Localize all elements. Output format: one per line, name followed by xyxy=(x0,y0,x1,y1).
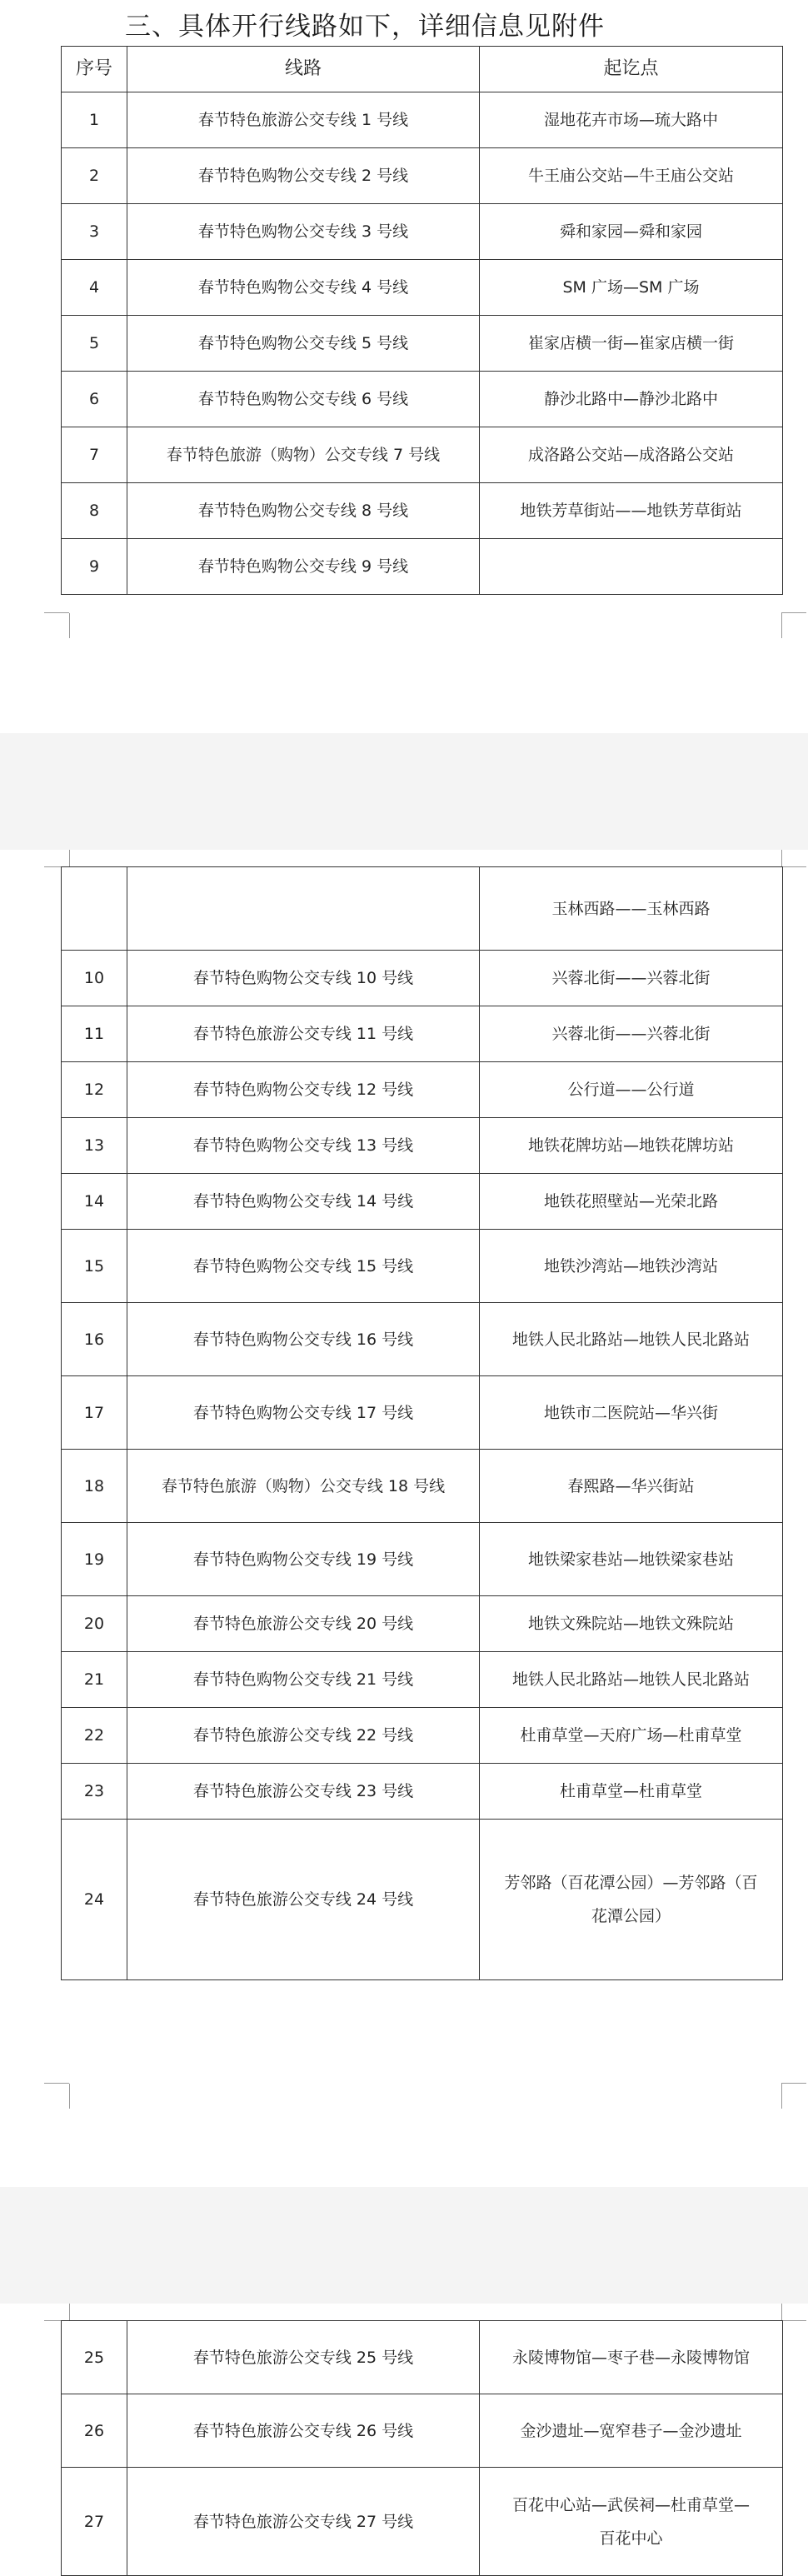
cell-stops: 地铁人民北路站—地铁人民北路站 xyxy=(480,1652,783,1708)
cell-stops: SM 广场—SM 广场 xyxy=(480,260,783,316)
cell-no: 2 xyxy=(62,148,127,204)
table-row xyxy=(62,372,783,427)
cell-stops xyxy=(480,1820,783,1980)
table-row xyxy=(62,1708,783,1764)
cell-route: 春节特色购物公交专线 19 号线 xyxy=(127,1523,480,1596)
cell-no: 10 xyxy=(62,951,127,1006)
cell-stops: 湿地花卉市场—琉大路中 xyxy=(480,92,783,148)
cell-stops: 地铁人民北路站—地铁人民北路站 xyxy=(480,1303,783,1376)
cell-route: 春节特色购物公交专线 15 号线 xyxy=(127,1230,480,1303)
cell-no: 17 xyxy=(62,1376,127,1450)
cell-stops-line: 百花中心 xyxy=(599,2529,663,2548)
document-page-1 xyxy=(0,0,808,733)
table-body-page-1 xyxy=(62,92,783,595)
corner-mark xyxy=(69,2084,95,2109)
cell-stops: 永陵博物馆—枣子巷—永陵博物馆 xyxy=(480,2321,783,2394)
cell-route: 春节特色购物公交专线 14 号线 xyxy=(127,1174,480,1230)
cell-route: 春节特色旅游公交专线 22 号线 xyxy=(127,1708,480,1764)
table-row xyxy=(62,2394,783,2468)
cell-stops: 春熙路—华兴街站 xyxy=(480,1450,783,1523)
cell-no: 1 xyxy=(62,92,127,148)
cell-no: 3 xyxy=(62,204,127,260)
cell-stops: 舜和家园—舜和家园 xyxy=(480,204,783,260)
cell-no: 4 xyxy=(62,260,127,316)
cell-route: 春节特色旅游公交专线 23 号线 xyxy=(127,1764,480,1820)
cell-stops: 地铁花牌坊站—地铁花牌坊站 xyxy=(480,1118,783,1174)
table-row xyxy=(62,951,783,1006)
cell-stops: 成洛路公交站—成洛路公交站 xyxy=(480,427,783,483)
cell-stops: 静沙北路中—静沙北路中 xyxy=(480,372,783,427)
table-body-page-2-last xyxy=(62,1820,783,1980)
cell-stops: 地铁梁家巷站—地铁梁家巷站 xyxy=(480,1523,783,1596)
corner-mark xyxy=(44,587,69,613)
cell-no: 7 xyxy=(62,427,127,483)
table-row xyxy=(62,1174,783,1230)
cell-stops: 地铁花照壁站—光荣北路 xyxy=(480,1174,783,1230)
table-row xyxy=(62,539,783,595)
cell-stops: 公行道——公行道 xyxy=(480,1062,783,1118)
table-body-page-2 xyxy=(62,867,783,1820)
route-table-page-1 xyxy=(61,46,783,595)
cell-no xyxy=(62,867,127,951)
corner-mark xyxy=(44,2058,69,2084)
table-row xyxy=(62,92,783,148)
cell-stops: 地铁沙湾站—地铁沙湾站 xyxy=(480,1230,783,1303)
cell-route: 春节特色旅游（购物）公交专线 7 号线 xyxy=(127,427,480,483)
table-row xyxy=(62,1596,783,1652)
cell-route: 春节特色购物公交专线 12 号线 xyxy=(127,1062,480,1118)
cell-route: 春节特色购物公交专线 3 号线 xyxy=(127,204,480,260)
cell-route: 春节特色购物公交专线 17 号线 xyxy=(127,1376,480,1450)
cell-route: 春节特色旅游公交专线 20 号线 xyxy=(127,1596,480,1652)
cell-stops: 玉林西路——玉林西路 xyxy=(480,867,783,951)
cell-route: 春节特色购物公交专线 6 号线 xyxy=(127,372,480,427)
corner-mark xyxy=(44,841,69,867)
cell-route: 春节特色旅游公交专线 11 号线 xyxy=(127,1006,480,1062)
cell-no: 13 xyxy=(62,1118,127,1174)
cell-stops: 地铁市二医院站—华兴街 xyxy=(480,1376,783,1450)
table-row xyxy=(62,1062,783,1118)
table-row xyxy=(62,1303,783,1376)
table-row xyxy=(62,1652,783,1708)
header-route: 线路 xyxy=(127,47,480,92)
table-row xyxy=(62,1006,783,1062)
cell-stops-line: 百花中心站—武侯祠—杜甫草堂— xyxy=(511,2495,750,2514)
cell-route: 春节特色旅游（购物）公交专线 18 号线 xyxy=(127,1450,480,1523)
section-heading: 三、具体开行线路如下，详细信息见附件 xyxy=(125,12,605,42)
table-row xyxy=(62,148,783,204)
table-row xyxy=(62,1118,783,1174)
cell-stops: 地铁文殊院站—地铁文殊院站 xyxy=(480,1596,783,1652)
cell-no: 18 xyxy=(62,1450,127,1523)
cell-route: 春节特色购物公交专线 21 号线 xyxy=(127,1652,480,1708)
cell-stops: 兴蓉北街——兴蓉北街 xyxy=(480,1006,783,1062)
table-row xyxy=(62,1376,783,1450)
cell-route: 春节特色购物公交专线 10 号线 xyxy=(127,951,480,1006)
corner-mark xyxy=(44,2295,69,2321)
cell-stops: 地铁芳草街站——地铁芳草街站 xyxy=(480,483,783,539)
cell-no: 27 xyxy=(62,2468,127,2576)
table-row xyxy=(62,260,783,316)
cell-route: 春节特色旅游公交专线 26 号线 xyxy=(127,2394,480,2468)
cell-no: 23 xyxy=(62,1764,127,1820)
cell-stops xyxy=(480,2468,783,2576)
cell-stops: 杜甫草堂—天府广场—杜甫草堂 xyxy=(480,1708,783,1764)
cell-route: 春节特色购物公交专线 8 号线 xyxy=(127,483,480,539)
document-page-2 xyxy=(0,850,808,2187)
table-row xyxy=(62,483,783,539)
header-stops: 起讫点 xyxy=(480,47,783,92)
document-page-3 xyxy=(0,2304,808,2574)
table-row xyxy=(62,204,783,260)
cell-stops-line: 芳邻路（百花潭公园）—芳邻路（百 xyxy=(504,1874,758,1892)
cell-stops: 兴蓉北街——兴蓉北街 xyxy=(480,951,783,1006)
table-row xyxy=(62,316,783,372)
cell-stops xyxy=(480,539,783,595)
cell-route xyxy=(127,867,480,951)
cell-no: 19 xyxy=(62,1523,127,1596)
page-gap-1 xyxy=(0,733,808,850)
cell-no: 11 xyxy=(62,1006,127,1062)
table-body-page-3 xyxy=(62,2321,783,2468)
cell-no: 16 xyxy=(62,1303,127,1376)
corner-mark xyxy=(69,2304,95,2320)
table-row xyxy=(62,2321,783,2394)
corner-mark xyxy=(69,850,95,866)
cell-no: 25 xyxy=(62,2321,127,2394)
corner-mark xyxy=(781,613,807,638)
cell-route: 春节特色旅游公交专线 24 号线 xyxy=(127,1820,480,1980)
cell-no: 5 xyxy=(62,316,127,372)
cell-route: 春节特色购物公交专线 4 号线 xyxy=(127,260,480,316)
cell-no: 6 xyxy=(62,372,127,427)
table-row xyxy=(62,1764,783,1820)
corner-mark xyxy=(781,841,806,867)
cell-no: 24 xyxy=(62,1820,127,1980)
table-row xyxy=(62,1820,783,1980)
corner-mark xyxy=(69,613,95,638)
corner-mark xyxy=(781,587,806,613)
cell-route: 春节特色旅游公交专线 25 号线 xyxy=(127,2321,480,2394)
header-no: 序号 xyxy=(62,47,127,92)
cell-stops: 杜甫草堂—杜甫草堂 xyxy=(480,1764,783,1820)
cell-no: 8 xyxy=(62,483,127,539)
table-row-continued xyxy=(62,867,783,951)
cell-route: 春节特色购物公交专线 5 号线 xyxy=(127,316,480,372)
route-table-page-2 xyxy=(61,866,783,1980)
cell-route: 春节特色旅游公交专线 1 号线 xyxy=(127,92,480,148)
cell-route: 春节特色购物公交专线 9 号线 xyxy=(127,539,480,595)
cell-no: 20 xyxy=(62,1596,127,1652)
table-row xyxy=(62,1450,783,1523)
cell-no: 14 xyxy=(62,1174,127,1230)
cell-no: 21 xyxy=(62,1652,127,1708)
cell-route: 春节特色购物公交专线 2 号线 xyxy=(127,148,480,204)
table-row xyxy=(62,2468,783,2576)
cell-stops: 金沙遗址—宽窄巷子—金沙遗址 xyxy=(480,2394,783,2468)
table-row xyxy=(62,427,783,483)
cell-stops: 牛王庙公交站—牛王庙公交站 xyxy=(480,148,783,204)
cell-route: 春节特色购物公交专线 13 号线 xyxy=(127,1118,480,1174)
table-row xyxy=(62,1230,783,1303)
table-row xyxy=(62,1523,783,1596)
cell-no: 22 xyxy=(62,1708,127,1764)
route-table-page-3 xyxy=(61,2320,783,2576)
cell-stops-line: 花潭公园） xyxy=(591,1907,671,1925)
table-body-page-3-last xyxy=(62,2468,783,2576)
cell-no: 12 xyxy=(62,1062,127,1118)
cell-no: 26 xyxy=(62,2394,127,2468)
cell-no: 15 xyxy=(62,1230,127,1303)
cell-no: 9 xyxy=(62,539,127,595)
corner-mark xyxy=(781,2084,807,2109)
cell-stops: 崔家店横一街—崔家店横一街 xyxy=(480,316,783,372)
cell-route: 春节特色购物公交专线 16 号线 xyxy=(127,1303,480,1376)
corner-mark xyxy=(781,2304,807,2320)
table-header-row xyxy=(62,47,783,92)
corner-mark xyxy=(781,2058,806,2084)
page-gap-2 xyxy=(0,2187,808,2304)
cell-route: 春节特色旅游公交专线 27 号线 xyxy=(127,2468,480,2576)
